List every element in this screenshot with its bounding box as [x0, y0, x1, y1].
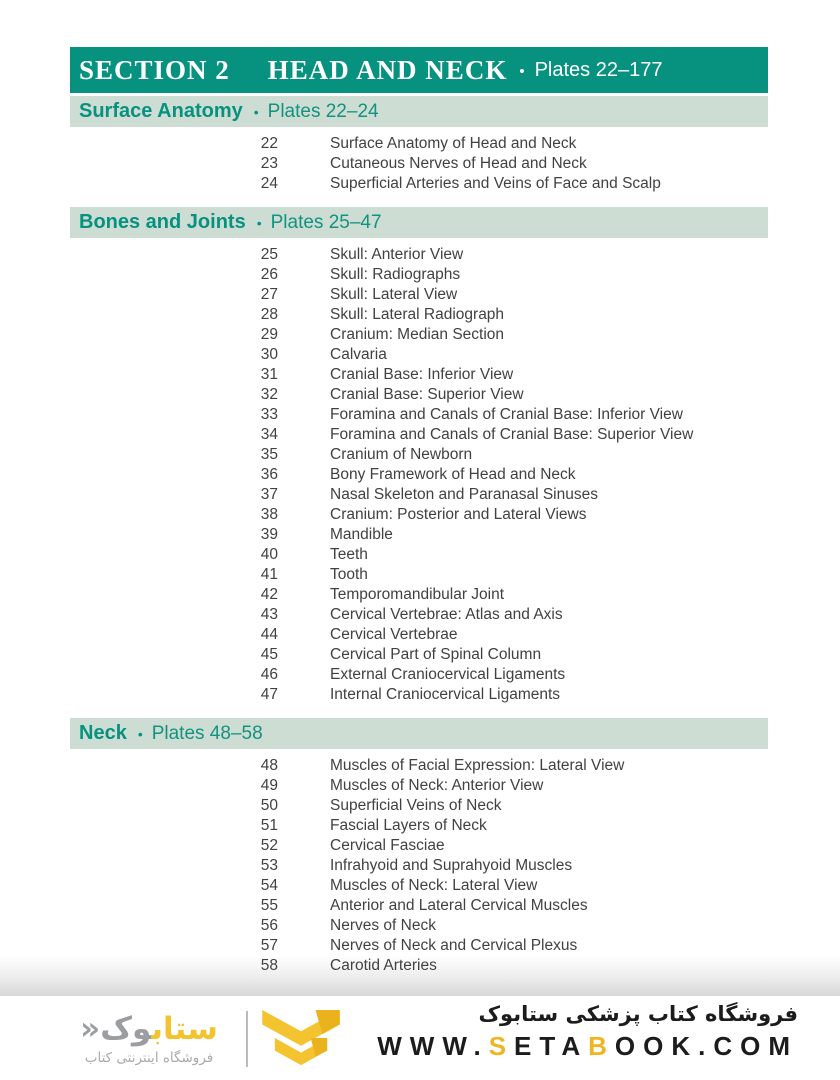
toc-row [70, 545, 768, 565]
toc-row [70, 365, 768, 385]
plate-title: Muscles of Neck: Lateral View [330, 877, 538, 894]
toc-row [70, 625, 768, 645]
toc-row [70, 565, 768, 585]
plate-title: Cranium: Median Section [330, 326, 505, 343]
toc-row [70, 265, 768, 285]
section-header-bar [70, 718, 768, 749]
toc-row [70, 685, 768, 705]
plate-number: 39 [260, 526, 278, 543]
toc-row [70, 816, 768, 836]
plate-title: Superficial Veins of Neck [330, 797, 502, 814]
toc-row [70, 485, 768, 505]
website-url-part: B [588, 1031, 615, 1061]
toc-row [70, 796, 768, 816]
toc-row [70, 856, 768, 876]
toc-row [70, 776, 768, 796]
plate-title: External Craniocervical Ligaments [330, 666, 566, 683]
plate-title: Surface Anatomy of Head and Neck [330, 135, 577, 152]
section-plates-range: Plates 22–24 [267, 100, 379, 122]
plate-list [70, 127, 768, 204]
plate-number: 49 [260, 777, 278, 794]
toc-row [70, 134, 768, 154]
setabook-logo [68, 1008, 340, 1070]
plate-title: Muscles of Neck: Anterior View [330, 777, 544, 794]
logo-chevron-mark: « [80, 1011, 101, 1047]
plate-number: 48 [260, 757, 278, 774]
section-name: Neck [79, 722, 127, 744]
website-url [377, 1031, 798, 1062]
website-url-part: ETA [514, 1031, 589, 1061]
toc-row [70, 525, 768, 545]
toc-row [70, 465, 768, 485]
footer-store-block [377, 1002, 798, 1062]
plate-number: 50 [260, 797, 278, 814]
section-title: HEAD AND NECK [267, 54, 508, 85]
plate-title: Calvaria [330, 346, 387, 363]
plate-number: 45 [260, 646, 278, 663]
toc-row [70, 836, 768, 856]
plate-title: Foramina and Canals of Cranial Base: Inferior View [330, 406, 683, 423]
plate-number: 38 [260, 506, 278, 523]
plate-title: Cervical Fasciae [330, 837, 445, 854]
plate-title: Skull: Lateral Radiograph [330, 306, 505, 323]
plate-number: 51 [260, 817, 278, 834]
plate-title: Teeth [330, 546, 368, 563]
footer [0, 1000, 840, 1080]
bullet-separator-icon: • [137, 726, 143, 742]
bullet-separator-icon: • [256, 215, 262, 231]
plate-number: 53 [260, 857, 278, 874]
section-plates-range: Plates 25–47 [270, 211, 382, 233]
plate-title: Cranial Base: Superior View [330, 386, 524, 403]
logo-wordmark-gray: وک [100, 1011, 152, 1047]
plate-number: 29 [260, 326, 278, 343]
logo-wordmark-yellow: ستاب [151, 1011, 218, 1047]
plate-title: Internal Craniocervical Ligaments [330, 686, 561, 703]
plate-number: 32 [260, 386, 278, 403]
plate-title: Fascial Layers of Neck [330, 817, 487, 834]
plate-title: Nasal Skeleton and Paranasal Sinuses [330, 486, 598, 503]
plate-title: Skull: Anterior View [330, 246, 464, 263]
plate-title: Nerves of Neck [330, 917, 436, 934]
plate-number: 52 [260, 837, 278, 854]
plate-title: Anterior and Lateral Cervical Muscles [330, 897, 588, 914]
toc-row [70, 305, 768, 325]
toc-row [70, 916, 768, 936]
logo-emblem-icon [262, 1008, 340, 1070]
plate-title: Cervical Vertebrae: Atlas and Axis [330, 606, 563, 623]
logo-tagline: فروشگاه اینترنتی کتاب [84, 1050, 214, 1066]
toc-row [70, 325, 768, 345]
section-header-bar [70, 96, 768, 127]
plate-number: 58 [260, 957, 278, 974]
bullet-separator-icon: • [253, 104, 259, 120]
plate-title: Skull: Lateral View [330, 286, 458, 303]
toc-row [70, 154, 768, 174]
plate-number: 28 [260, 306, 278, 323]
toc-row [70, 956, 768, 976]
toc-row [70, 245, 768, 265]
section-plates-range: Plates 22–177 [534, 59, 663, 81]
toc-content [70, 47, 768, 986]
toc-row [70, 505, 768, 525]
plate-title: Tooth [330, 566, 368, 583]
toc-row [70, 445, 768, 465]
toc-row [70, 665, 768, 685]
store-title: فروشگاه کتاب پزشکی ستابوک [478, 1002, 798, 1026]
plate-number: 46 [260, 666, 278, 683]
toc-row [70, 174, 768, 194]
plate-number: 31 [260, 366, 278, 383]
plate-number: 47 [260, 686, 278, 703]
plate-number: 41 [260, 566, 278, 583]
section-name: Surface Anatomy [79, 100, 243, 122]
plate-title: Superficial Arteries and Veins of Face and Scalp [330, 175, 661, 192]
plate-title: Cutaneous Nerves of Head and Neck [330, 155, 587, 172]
plate-title: Skull: Radiographs [330, 266, 461, 283]
plate-number: 44 [260, 626, 278, 643]
toc-row [70, 345, 768, 365]
toc-row [70, 385, 768, 405]
plate-number: 25 [260, 246, 278, 263]
plate-title: Cervical Part of Spinal Column [330, 646, 542, 663]
plate-number: 22 [260, 135, 278, 152]
plate-number: 57 [260, 937, 278, 954]
plate-number: 33 [260, 406, 278, 423]
plate-list [70, 238, 768, 715]
plate-title: Cranium: Posterior and Lateral Views [330, 506, 587, 523]
section-plates-range: Plates 48–58 [151, 722, 263, 744]
logo-wordmark [68, 1012, 230, 1046]
toc-row [70, 425, 768, 445]
plate-number: 37 [260, 486, 278, 503]
toc-row [70, 756, 768, 776]
toc-row [70, 285, 768, 305]
plate-title: Foramina and Canals of Cranial Base: Superior View [330, 426, 694, 443]
plate-title: Carotid Arteries [330, 957, 437, 974]
plate-title: Cervical Vertebrae [330, 626, 458, 643]
logo-wordmark-block [68, 1012, 230, 1066]
plate-number: 23 [260, 155, 278, 172]
plate-number: 35 [260, 446, 278, 463]
section-header-bar [70, 207, 768, 238]
website-url-part: OOK.COM [614, 1031, 798, 1061]
bullet-separator-icon: • [519, 62, 525, 80]
section-number-label: SECTION 2 [79, 54, 230, 85]
plate-title: Nerves of Neck and Cervical Plexus [330, 937, 578, 954]
section-banner [70, 47, 768, 93]
toc-row [70, 876, 768, 896]
toc-row [70, 896, 768, 916]
plate-number: 26 [260, 266, 278, 283]
toc-section [70, 715, 768, 986]
toc-section [70, 204, 768, 715]
toc-row [70, 645, 768, 665]
logo-divider [246, 1011, 248, 1067]
toc-row [70, 585, 768, 605]
toc-row [70, 605, 768, 625]
plate-number: 55 [260, 897, 278, 914]
toc-row [70, 936, 768, 956]
plate-title: Bony Framework of Head and Neck [330, 466, 576, 483]
plate-title: Infrahyoid and Suprahyoid Muscles [330, 857, 573, 874]
plate-number: 42 [260, 586, 278, 603]
section-name: Bones and Joints [79, 211, 246, 233]
toc-section [70, 93, 768, 204]
plate-list [70, 749, 768, 986]
plate-title: Muscles of Facial Expression: Lateral View [330, 757, 625, 774]
plate-title: Mandible [330, 526, 393, 543]
plate-number: 54 [260, 877, 278, 894]
plate-number: 56 [260, 917, 278, 934]
plate-title: Cranium of Newborn [330, 446, 473, 463]
website-url-part: S [488, 1031, 515, 1061]
plate-number: 34 [260, 426, 278, 443]
plate-title: Temporomandibular Joint [330, 586, 505, 603]
section-list [70, 93, 768, 986]
plate-number: 30 [260, 346, 278, 363]
website-url-part: WWW. [377, 1031, 489, 1061]
plate-number: 43 [260, 606, 278, 623]
toc-row [70, 405, 768, 425]
plate-title: Cranial Base: Inferior View [330, 366, 514, 383]
plate-number: 36 [260, 466, 278, 483]
plate-number: 40 [260, 546, 278, 563]
plate-number: 24 [260, 175, 278, 192]
plate-number: 27 [260, 286, 278, 303]
